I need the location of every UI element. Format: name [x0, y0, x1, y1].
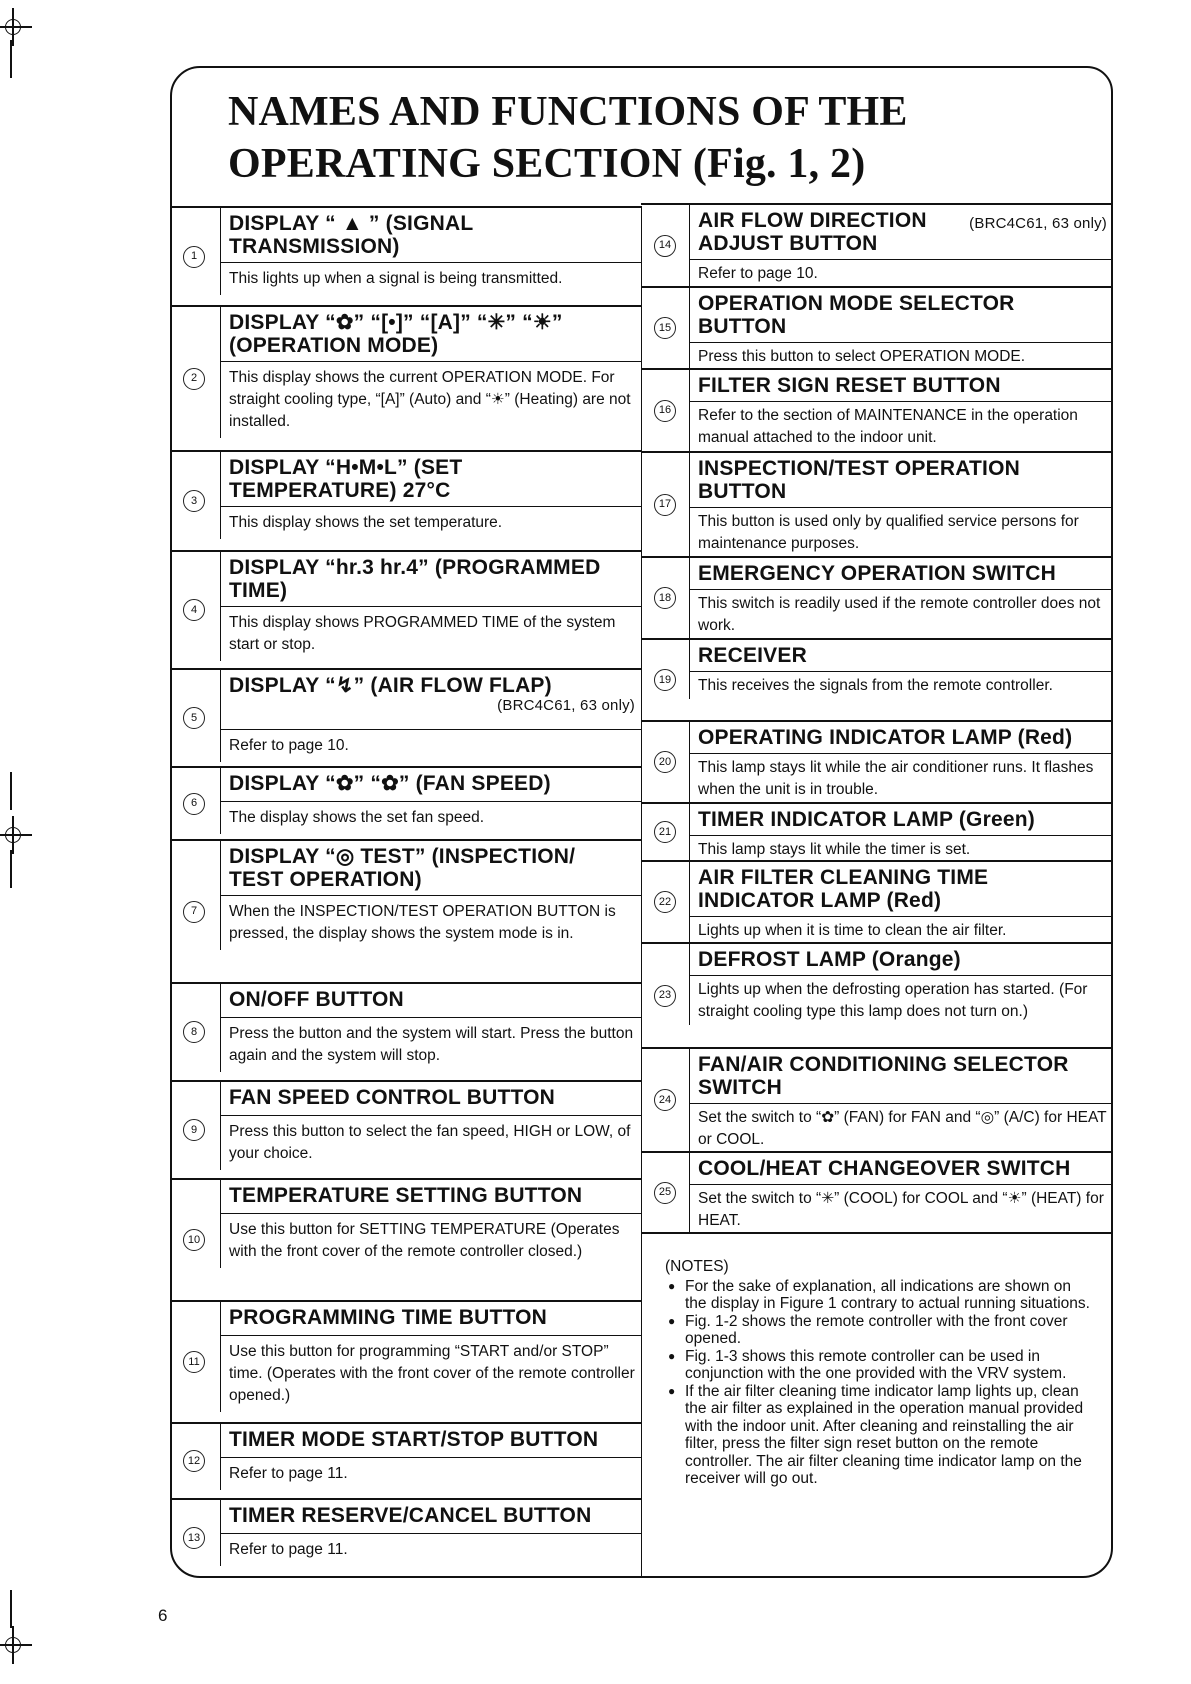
item-description: This receives the signals from the remote controller.: [698, 677, 1053, 694]
item-number: 20: [641, 722, 689, 802]
list-item: [641, 1047, 1113, 1151]
list-item: [641, 286, 1113, 368]
registration-mark-bottom-left: [0, 1632, 26, 1658]
note-item: ● If the air filter cleaning time indicator lamp lights up, clean the air filter as explained in the operation manual provided with the indoor unit. After cleaning and reinstalling the air filter, press the filter sign reset button on the remote controller. The air filter cleaning time indicator lamp on the receiver will go out.: [665, 1383, 1095, 1488]
item-description: Use this button for programming “START and/or STOP” time. (Operates with the front cover of the remote controller opened.): [229, 1343, 635, 1404]
item-description: Refer to page 10.: [698, 265, 818, 282]
item-number: 3: [170, 452, 218, 550]
title-line-1: NAMES AND FUNCTIONS OF THE: [228, 89, 908, 135]
item-title: EMERGENCY OPERATION SWITCH: [690, 558, 1113, 590]
item-description: This switch is readily used if the remote controller does not work.: [698, 595, 1101, 634]
item-number: 23: [641, 944, 689, 1047]
item-title: TIMER RESERVE/CANCEL BUTTON: [221, 1500, 641, 1534]
item-description: Set the switch to “✳” (COOL) for COOL and “☀” (HEAT) for HEAT.: [698, 1190, 1104, 1229]
item-description: Press the button and the system will start. Press the button again and the system will stop.: [229, 1025, 634, 1064]
list-item: [170, 1080, 641, 1178]
item-description: This lights up when a signal is being transmitted.: [229, 270, 563, 287]
trim-mark: [10, 772, 12, 810]
item-description: Refer to page 11.: [229, 1465, 348, 1482]
item-title: OPERATING INDICATOR LAMP (Red): [690, 722, 1113, 754]
item-number: 25: [641, 1153, 689, 1232]
item-title-text: DISPLAY “↯” (AIR FLOW FLAP): [229, 674, 552, 697]
list-item: [641, 942, 1113, 1047]
trim-mark: [10, 850, 12, 888]
item-title: [221, 670, 641, 730]
item-description: When the INSPECTION/TEST OPERATION BUTTON is pressed, the display shows the system mode is in.: [229, 903, 616, 942]
list-item: [170, 982, 641, 1080]
item-number: 2: [170, 307, 218, 450]
item-title: FILTER SIGN RESET BUTTON: [690, 370, 1113, 402]
item-title-text: AIR FLOW DIRECTION ADJUST BUTTON: [698, 209, 927, 255]
item-title: PROGRAMMING TIME BUTTON: [221, 1302, 641, 1336]
notes-section: [665, 1258, 1095, 1488]
item-description: Set the switch to “✿” (FAN) for FAN and “◎” (A/C) for HEAT or COOL.: [698, 1109, 1107, 1148]
item-number: 9: [170, 1082, 218, 1178]
item-description: Use this button for SETTING TEMPERATURE (Operates with the front cover of the remote controller closed.): [229, 1221, 620, 1260]
item-title: DISPLAY “◎ TEST” (INSPECTION/ TEST OPERATION): [221, 841, 641, 896]
item-title: TIMER MODE START/STOP BUTTON: [221, 1424, 641, 1458]
list-item: [641, 638, 1113, 720]
list-item: [641, 451, 1113, 556]
item-number: 6: [170, 768, 218, 839]
item-description: Press this button to select the fan speed, HIGH or LOW, of your choice.: [229, 1123, 631, 1162]
note-item: ● Fig. 1-2 shows the remote controller with the front cover opened.: [665, 1313, 1095, 1348]
list-item: [641, 368, 1113, 451]
item-description: Refer to the section of MAINTENANCE in the operation manual attached to the indoor unit.: [698, 407, 1078, 446]
item-description: Press this button to select OPERATION MODE.: [698, 348, 1026, 365]
trim-mark: [10, 40, 12, 78]
list-item: [170, 668, 641, 766]
item-title: DISPLAY “✿” “[•]” “[A]” “✳” “☀” (OPERATION MODE): [221, 307, 641, 362]
item-title: FAN/AIR CONDITIONING SELECTOR SWITCH: [690, 1049, 1113, 1104]
note-item: ● For the sake of explanation, all indications are shown on the display in Figure 1 contrary to actual running situations.: [665, 1278, 1095, 1313]
item-title: DISPLAY “ ▲ ” (SIGNAL TRANSMISSION): [221, 208, 641, 263]
item-number: 19: [641, 640, 689, 720]
item-number: 7: [170, 841, 218, 982]
item-title: DISPLAY “hr.3 hr.4” (PROGRAMMED TIME): [221, 552, 641, 607]
registration-mark-top-left: [0, 14, 26, 40]
item-title: DISPLAY “✿” “✿” (FAN SPEED): [221, 768, 641, 802]
item-number: 18: [641, 558, 689, 638]
item-title: FAN SPEED CONTROL BUTTON: [221, 1082, 641, 1116]
item-title-note: (BRC4C61, 63 only): [497, 697, 635, 714]
item-title: DEFROST LAMP (Orange): [690, 944, 1113, 976]
item-number: 11: [170, 1302, 218, 1422]
item-number: 15: [641, 288, 689, 368]
item-description: Lights up when it is time to clean the air filter.: [698, 922, 1007, 939]
list-item: [170, 1422, 641, 1498]
item-number: 24: [641, 1049, 689, 1151]
list-item: [170, 206, 641, 305]
note-item: ● Fig. 1-3 shows this remote controller can be used in conjunction with the one provided with the VRV system.: [665, 1348, 1095, 1383]
list-item: [641, 556, 1113, 638]
item-number: 17: [641, 453, 689, 556]
item-title: INSPECTION/TEST OPERATION BUTTON: [690, 453, 1113, 508]
item-number: 4: [170, 552, 218, 668]
item-number: 16: [641, 370, 689, 451]
list-item: [641, 203, 1113, 286]
item-title-note: (BRC4C61, 63 only): [969, 215, 1107, 232]
item-title: RECEIVER: [690, 640, 1113, 672]
item-number: 12: [170, 1424, 218, 1498]
item-description: This display shows the set temperature.: [229, 514, 503, 531]
item-title: [690, 205, 1113, 260]
list-item: [641, 802, 1113, 860]
list-item: [641, 1151, 1113, 1234]
registration-mark-left-middle: [0, 822, 26, 848]
item-number: 22: [641, 862, 689, 942]
list-item: [170, 1178, 641, 1300]
item-number: 21: [641, 804, 689, 860]
item-number: 8: [170, 984, 218, 1080]
list-item: [170, 839, 641, 982]
item-description: This lamp stays lit while the timer is set.: [698, 841, 971, 858]
list-item: [170, 766, 641, 839]
item-description: This display shows PROGRAMMED TIME of the system start or stop.: [229, 614, 616, 653]
item-number: 1: [170, 208, 218, 305]
list-item: [641, 860, 1113, 942]
left-column: [170, 206, 642, 1576]
notes-heading: (NOTES): [665, 1258, 729, 1275]
list-item: [641, 720, 1113, 802]
item-title: ON/OFF BUTTON: [221, 984, 641, 1018]
item-description: Refer to page 11.: [229, 1541, 348, 1558]
item-number: 13: [170, 1500, 218, 1576]
item-description: This button is used only by qualified service persons for maintenance purposes.: [698, 513, 1079, 552]
item-title: TEMPERATURE SETTING BUTTON: [221, 1180, 641, 1214]
item-title: OPERATION MODE SELECTOR BUTTON: [690, 288, 1113, 343]
item-description: Lights up when the defrosting operation has started. (For straight cooling type this lamp does not turn on.): [698, 981, 1088, 1020]
item-title: TIMER INDICATOR LAMP (Green): [690, 804, 1113, 836]
item-description: This display shows the current OPERATION MODE. For straight cooling type, “[A]” (Auto) and “☀” (Heating) are not installed.: [229, 369, 631, 430]
item-title: AIR FILTER CLEANING TIME INDICATOR LAMP (Red): [690, 862, 1113, 917]
right-column: [641, 203, 1113, 1234]
item-title: DISPLAY “H•M•L” (SET TEMPERATURE) 27°C: [221, 452, 641, 507]
item-number: 10: [170, 1180, 218, 1300]
page-title: [228, 86, 908, 190]
item-description: Refer to page 10.: [229, 737, 349, 754]
list-item: [170, 1498, 641, 1576]
title-line-2: OPERATING SECTION (Fig. 1, 2): [228, 141, 866, 187]
item-number: 5: [170, 670, 218, 766]
item-number: 14: [641, 205, 689, 286]
item-title: COOL/HEAT CHANGEOVER SWITCH: [690, 1153, 1113, 1185]
list-item: [170, 550, 641, 668]
item-description: This lamp stays lit while the air conditioner runs. It flashes when the unit is in trouble.: [698, 759, 1094, 798]
list-item: [170, 1300, 641, 1422]
item-description: The display shows the set fan speed.: [229, 809, 485, 826]
trim-mark: [10, 1590, 12, 1628]
list-item: [170, 305, 641, 450]
list-item: [170, 450, 641, 550]
page-number: 6: [158, 1606, 168, 1625]
